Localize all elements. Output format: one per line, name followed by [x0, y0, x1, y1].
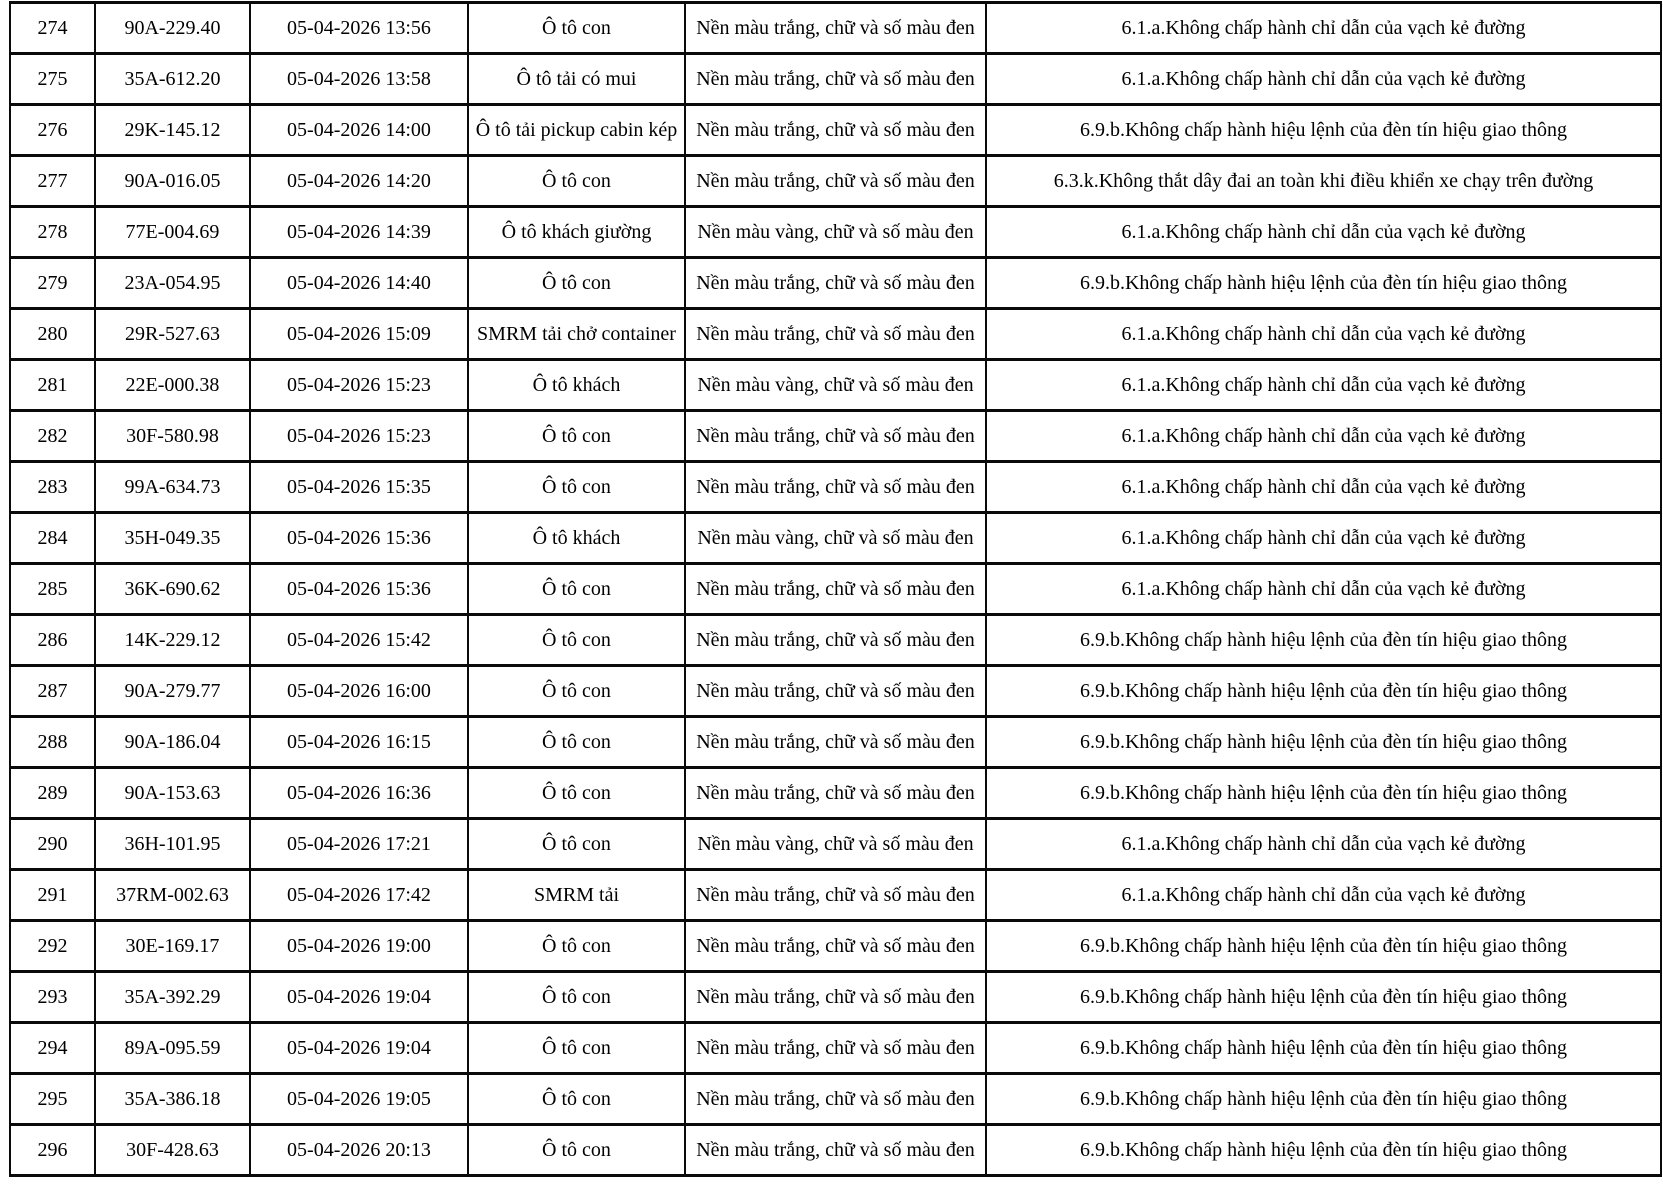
license-plate-cell: 35A-612.20: [95, 54, 250, 105]
license-plate-cell: 90A-279.77: [95, 666, 250, 717]
row-number-cell: 286: [10, 615, 95, 666]
violation-description-cell: 6.9.b.Không chấp hành hiệu lệnh của đèn tín hiệu giao thông: [986, 1074, 1661, 1125]
vehicle-type-cell: Ô tô con: [468, 564, 685, 615]
table-row: [10, 3, 1661, 54]
violation-datetime-cell: 05-04-2026 19:05: [250, 1074, 468, 1125]
violation-datetime-cell: 05-04-2026 16:36: [250, 768, 468, 819]
vehicle-type-cell: Ô tô con: [468, 666, 685, 717]
row-number-cell: 279: [10, 258, 95, 309]
license-plate-cell: 22E-000.38: [95, 360, 250, 411]
vehicle-type-cell: Ô tô con: [468, 1074, 685, 1125]
plate-color-cell: Nền màu vàng, chữ và số màu đen: [685, 819, 986, 870]
plate-color-cell: Nền màu trắng, chữ và số màu đen: [685, 666, 986, 717]
vehicle-type-cell: Ô tô khách: [468, 513, 685, 564]
row-number-cell: 294: [10, 1023, 95, 1074]
license-plate-cell: 14K-229.12: [95, 615, 250, 666]
violation-description-cell: 6.1.a.Không chấp hành chỉ dẫn của vạch kẻ đường: [986, 360, 1661, 411]
vehicle-type-cell: Ô tô tải pickup cabin kép: [468, 105, 685, 156]
vehicle-type-cell: Ô tô con: [468, 717, 685, 768]
plate-color-cell: Nền màu trắng, chữ và số màu đen: [685, 462, 986, 513]
vehicle-type-cell: Ô tô tải có mui: [468, 54, 685, 105]
plate-color-cell: Nền màu trắng, chữ và số màu đen: [685, 1074, 986, 1125]
vehicle-type-cell: Ô tô con: [468, 411, 685, 462]
row-number-cell: 275: [10, 54, 95, 105]
row-number-cell: 288: [10, 717, 95, 768]
plate-color-cell: Nền màu trắng, chữ và số màu đen: [685, 615, 986, 666]
violation-datetime-cell: 05-04-2026 15:35: [250, 462, 468, 513]
row-number-cell: 296: [10, 1125, 95, 1176]
violation-datetime-cell: 05-04-2026 17:42: [250, 870, 468, 921]
row-number-cell: 290: [10, 819, 95, 870]
violation-description-cell: 6.1.a.Không chấp hành chỉ dẫn của vạch kẻ đường: [986, 411, 1661, 462]
license-plate-cell: 90A-016.05: [95, 156, 250, 207]
violation-datetime-cell: 05-04-2026 19:04: [250, 1023, 468, 1074]
license-plate-cell: 89A-095.59: [95, 1023, 250, 1074]
table-row: [10, 870, 1661, 921]
violation-datetime-cell: 05-04-2026 15:23: [250, 360, 468, 411]
plate-color-cell: Nền màu vàng, chữ và số màu đen: [685, 360, 986, 411]
violation-description-cell: 6.3.k.Không thắt dây đai an toàn khi điều khiển xe chạy trên đường: [986, 156, 1661, 207]
vehicle-type-cell: Ô tô khách: [468, 360, 685, 411]
table-row: [10, 258, 1661, 309]
violation-description-cell: 6.1.a.Không chấp hành chỉ dẫn của vạch kẻ đường: [986, 870, 1661, 921]
violation-description-cell: 6.9.b.Không chấp hành hiệu lệnh của đèn tín hiệu giao thông: [986, 921, 1661, 972]
row-number-cell: 289: [10, 768, 95, 819]
plate-color-cell: Nền màu trắng, chữ và số màu đen: [685, 3, 986, 54]
violations-table: [9, 1, 1662, 1177]
plate-color-cell: Nền màu trắng, chữ và số màu đen: [685, 309, 986, 360]
violation-description-cell: 6.1.a.Không chấp hành chỉ dẫn của vạch kẻ đường: [986, 207, 1661, 258]
violation-datetime-cell: 05-04-2026 15:23: [250, 411, 468, 462]
license-plate-cell: 35A-386.18: [95, 1074, 250, 1125]
plate-color-cell: Nền màu trắng, chữ và số màu đen: [685, 54, 986, 105]
license-plate-cell: 35H-049.35: [95, 513, 250, 564]
row-number-cell: 293: [10, 972, 95, 1023]
row-number-cell: 291: [10, 870, 95, 921]
vehicle-type-cell: Ô tô con: [468, 615, 685, 666]
violation-description-cell: 6.9.b.Không chấp hành hiệu lệnh của đèn tín hiệu giao thông: [986, 972, 1661, 1023]
license-plate-cell: 29K-145.12: [95, 105, 250, 156]
row-number-cell: 283: [10, 462, 95, 513]
violation-datetime-cell: 05-04-2026 16:15: [250, 717, 468, 768]
violation-description-cell: 6.9.b.Không chấp hành hiệu lệnh của đèn tín hiệu giao thông: [986, 768, 1661, 819]
violation-description-cell: 6.9.b.Không chấp hành hiệu lệnh của đèn tín hiệu giao thông: [986, 258, 1661, 309]
violation-description-cell: 6.9.b.Không chấp hành hiệu lệnh của đèn tín hiệu giao thông: [986, 1125, 1661, 1176]
row-number-cell: 280: [10, 309, 95, 360]
plate-color-cell: Nền màu trắng, chữ và số màu đen: [685, 258, 986, 309]
license-plate-cell: 37RM-002.63: [95, 870, 250, 921]
vehicle-type-cell: SMRM tải chở container: [468, 309, 685, 360]
license-plate-cell: 35A-392.29: [95, 972, 250, 1023]
table-row: [10, 513, 1661, 564]
plate-color-cell: Nền màu trắng, chữ và số màu đen: [685, 1125, 986, 1176]
plate-color-cell: Nền màu vàng, chữ và số màu đen: [685, 207, 986, 258]
violation-description-cell: 6.9.b.Không chấp hành hiệu lệnh của đèn tín hiệu giao thông: [986, 717, 1661, 768]
plate-color-cell: Nền màu vàng, chữ và số màu đen: [685, 513, 986, 564]
plate-color-cell: Nền màu trắng, chữ và số màu đen: [685, 105, 986, 156]
violation-description-cell: 6.9.b.Không chấp hành hiệu lệnh của đèn tín hiệu giao thông: [986, 105, 1661, 156]
table-row: [10, 105, 1661, 156]
violation-description-cell: 6.1.a.Không chấp hành chỉ dẫn của vạch kẻ đường: [986, 462, 1661, 513]
table-row: [10, 921, 1661, 972]
table-row: [10, 54, 1661, 105]
row-number-cell: 295: [10, 1074, 95, 1125]
license-plate-cell: 30F-428.63: [95, 1125, 250, 1176]
plate-color-cell: Nền màu trắng, chữ và số màu đen: [685, 411, 986, 462]
violations-table-body: [10, 3, 1661, 1176]
license-plate-cell: 90A-153.63: [95, 768, 250, 819]
table-row: [10, 411, 1661, 462]
row-number-cell: 292: [10, 921, 95, 972]
violation-description-cell: 6.1.a.Không chấp hành chỉ dẫn của vạch kẻ đường: [986, 819, 1661, 870]
license-plate-cell: 23A-054.95: [95, 258, 250, 309]
violation-datetime-cell: 05-04-2026 19:04: [250, 972, 468, 1023]
license-plate-cell: 29R-527.63: [95, 309, 250, 360]
violation-description-cell: 6.9.b.Không chấp hành hiệu lệnh của đèn tín hiệu giao thông: [986, 666, 1661, 717]
vehicle-type-cell: SMRM tải: [468, 870, 685, 921]
violation-datetime-cell: 05-04-2026 17:21: [250, 819, 468, 870]
vehicle-type-cell: Ô tô con: [468, 768, 685, 819]
table-row: [10, 768, 1661, 819]
violation-description-cell: 6.9.b.Không chấp hành hiệu lệnh của đèn tín hiệu giao thông: [986, 1023, 1661, 1074]
vehicle-type-cell: Ô tô khách giường: [468, 207, 685, 258]
table-row: [10, 1125, 1661, 1176]
row-number-cell: 278: [10, 207, 95, 258]
vehicle-type-cell: Ô tô con: [468, 3, 685, 54]
violation-description-cell: 6.1.a.Không chấp hành chỉ dẫn của vạch kẻ đường: [986, 564, 1661, 615]
vehicle-type-cell: Ô tô con: [468, 1023, 685, 1074]
plate-color-cell: Nền màu trắng, chữ và số màu đen: [685, 564, 986, 615]
plate-color-cell: Nền màu trắng, chữ và số màu đen: [685, 972, 986, 1023]
violation-datetime-cell: 05-04-2026 20:13: [250, 1125, 468, 1176]
vehicle-type-cell: Ô tô con: [468, 258, 685, 309]
table-row: [10, 1023, 1661, 1074]
license-plate-cell: 36K-690.62: [95, 564, 250, 615]
table-row: [10, 462, 1661, 513]
violation-datetime-cell: 05-04-2026 14:00: [250, 105, 468, 156]
violation-datetime-cell: 05-04-2026 15:36: [250, 513, 468, 564]
violation-description-cell: 6.1.a.Không chấp hành chỉ dẫn của vạch kẻ đường: [986, 3, 1661, 54]
violation-datetime-cell: 05-04-2026 13:58: [250, 54, 468, 105]
vehicle-type-cell: Ô tô con: [468, 921, 685, 972]
row-number-cell: 284: [10, 513, 95, 564]
plate-color-cell: Nền màu trắng, chữ và số màu đen: [685, 768, 986, 819]
license-plate-cell: 30F-580.98: [95, 411, 250, 462]
table-row: [10, 564, 1661, 615]
table-row: [10, 666, 1661, 717]
plate-color-cell: Nền màu trắng, chữ và số màu đen: [685, 156, 986, 207]
license-plate-cell: 90A-229.40: [95, 3, 250, 54]
vehicle-type-cell: Ô tô con: [468, 156, 685, 207]
violation-datetime-cell: 05-04-2026 15:36: [250, 564, 468, 615]
violation-datetime-cell: 05-04-2026 14:39: [250, 207, 468, 258]
table-row: [10, 972, 1661, 1023]
license-plate-cell: 30E-169.17: [95, 921, 250, 972]
table-row: [10, 156, 1661, 207]
violation-datetime-cell: 05-04-2026 19:00: [250, 921, 468, 972]
plate-color-cell: Nền màu trắng, chữ và số màu đen: [685, 921, 986, 972]
violation-description-cell: 6.9.b.Không chấp hành hiệu lệnh của đèn tín hiệu giao thông: [986, 615, 1661, 666]
row-number-cell: 276: [10, 105, 95, 156]
vehicle-type-cell: Ô tô con: [468, 972, 685, 1023]
license-plate-cell: 36H-101.95: [95, 819, 250, 870]
table-row: [10, 819, 1661, 870]
row-number-cell: 277: [10, 156, 95, 207]
plate-color-cell: Nền màu trắng, chữ và số màu đen: [685, 870, 986, 921]
plate-color-cell: Nền màu trắng, chữ và số màu đen: [685, 717, 986, 768]
table-row: [10, 207, 1661, 258]
license-plate-cell: 90A-186.04: [95, 717, 250, 768]
table-row: [10, 360, 1661, 411]
violation-datetime-cell: 05-04-2026 15:42: [250, 615, 468, 666]
violation-datetime-cell: 05-04-2026 16:00: [250, 666, 468, 717]
license-plate-cell: 77E-004.69: [95, 207, 250, 258]
row-number-cell: 285: [10, 564, 95, 615]
violation-description-cell: 6.1.a.Không chấp hành chỉ dẫn của vạch kẻ đường: [986, 309, 1661, 360]
row-number-cell: 274: [10, 3, 95, 54]
table-row: [10, 615, 1661, 666]
table-row: [10, 1074, 1661, 1125]
violation-datetime-cell: 05-04-2026 14:40: [250, 258, 468, 309]
row-number-cell: 287: [10, 666, 95, 717]
violation-datetime-cell: 05-04-2026 15:09: [250, 309, 468, 360]
violation-datetime-cell: 05-04-2026 14:20: [250, 156, 468, 207]
violation-description-cell: 6.1.a.Không chấp hành chỉ dẫn của vạch kẻ đường: [986, 54, 1661, 105]
license-plate-cell: 99A-634.73: [95, 462, 250, 513]
vehicle-type-cell: Ô tô con: [468, 1125, 685, 1176]
vehicle-type-cell: Ô tô con: [468, 819, 685, 870]
violation-datetime-cell: 05-04-2026 13:56: [250, 3, 468, 54]
table-row: [10, 717, 1661, 768]
row-number-cell: 282: [10, 411, 95, 462]
table-row: [10, 309, 1661, 360]
plate-color-cell: Nền màu trắng, chữ và số màu đen: [685, 1023, 986, 1074]
vehicle-type-cell: Ô tô con: [468, 462, 685, 513]
violation-description-cell: 6.1.a.Không chấp hành chỉ dẫn của vạch kẻ đường: [986, 513, 1661, 564]
row-number-cell: 281: [10, 360, 95, 411]
